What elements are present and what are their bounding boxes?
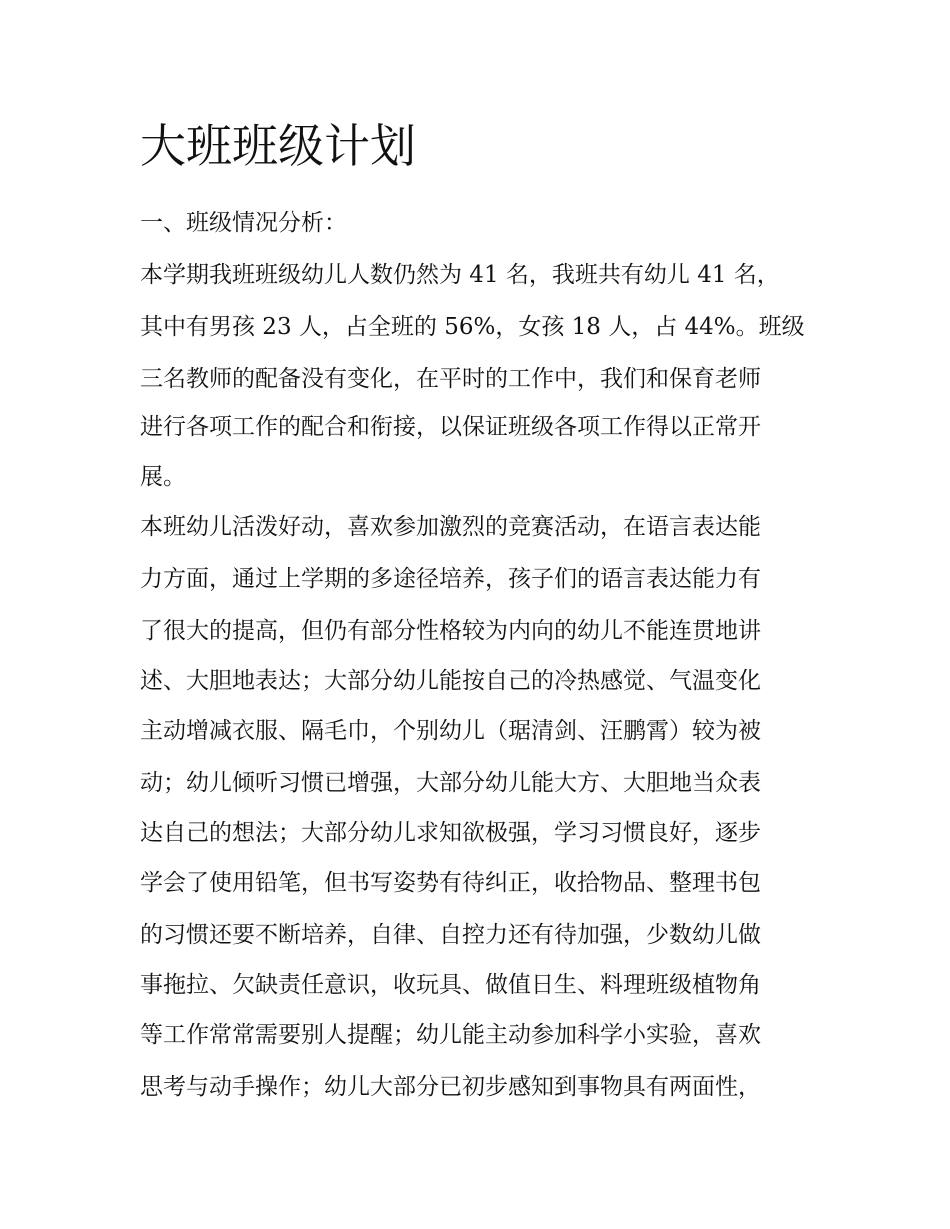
paragraph-2-line-8: 学会了使用铅笔，但书写姿势有待纠正，收拾物品、整理书包 [140,870,761,896]
paragraph-2-line-12: 思考与动手操作；幼儿大部分已初步感知到事物具有两面性， [140,1074,761,1100]
paragraph-2-line-9: 的习惯还要不断培养，自律、自控力还有待加强，少数幼儿做 [140,922,761,948]
paragraph-1-line-2: 其中有男孩 23 人，占全班的 56%，女孩 18 人，占 44%。班级 [140,314,805,340]
paragraph-2-line-6: 动；幼儿倾听习惯已增强，大部分幼儿能大方、大胆地当众表 [140,770,761,796]
paragraph-2-line-3: 了很大的提高，但仍有部分性格较为内向的幼儿不能连贯地讲 [140,618,761,644]
document-title: 大班班级计划 [140,119,416,173]
paragraph-2-line-5: 主动增减衣服、隔毛巾，个别幼儿（琚清剑、汪鹏霄）较为被 [140,718,761,744]
paragraph-2-line-2: 力方面，通过上学期的多途径培养，孩子们的语言表达能力有 [140,566,761,592]
section-heading: 一、班级情况分析： [140,210,347,236]
paragraph-1-line-1: 本学期我班班级幼儿人数仍然为 41 名，我班共有幼儿 41 名， [140,262,780,288]
paragraph-2-line-11: 等工作常常需要别人提醒；幼儿能主动参加科学小实验，喜欢 [140,1022,761,1048]
paragraph-2-line-4: 述、大胆地表达；大部分幼儿能按自己的冷热感觉、气温变化 [140,668,761,694]
paragraph-1-line-3: 三名教师的配备没有变化，在平时的工作中，我们和保育老师 [140,366,761,392]
paragraph-1-line-5: 展。 [140,464,186,490]
paragraph-2-line-7: 达自己的想法；大部分幼儿求知欲极强，学习习惯良好，逐步 [140,820,761,846]
paragraph-1-line-4: 进行各项工作的配合和衔接，以保证班级各项工作得以正常开 [140,414,761,440]
paragraph-2-line-10: 事拖拉、欠缺责任意识，收玩具、做值日生、料理班级植物角 [140,972,761,998]
paragraph-2-line-1: 本班幼儿活泼好动，喜欢参加激烈的竞赛活动，在语言表达能 [140,514,761,540]
